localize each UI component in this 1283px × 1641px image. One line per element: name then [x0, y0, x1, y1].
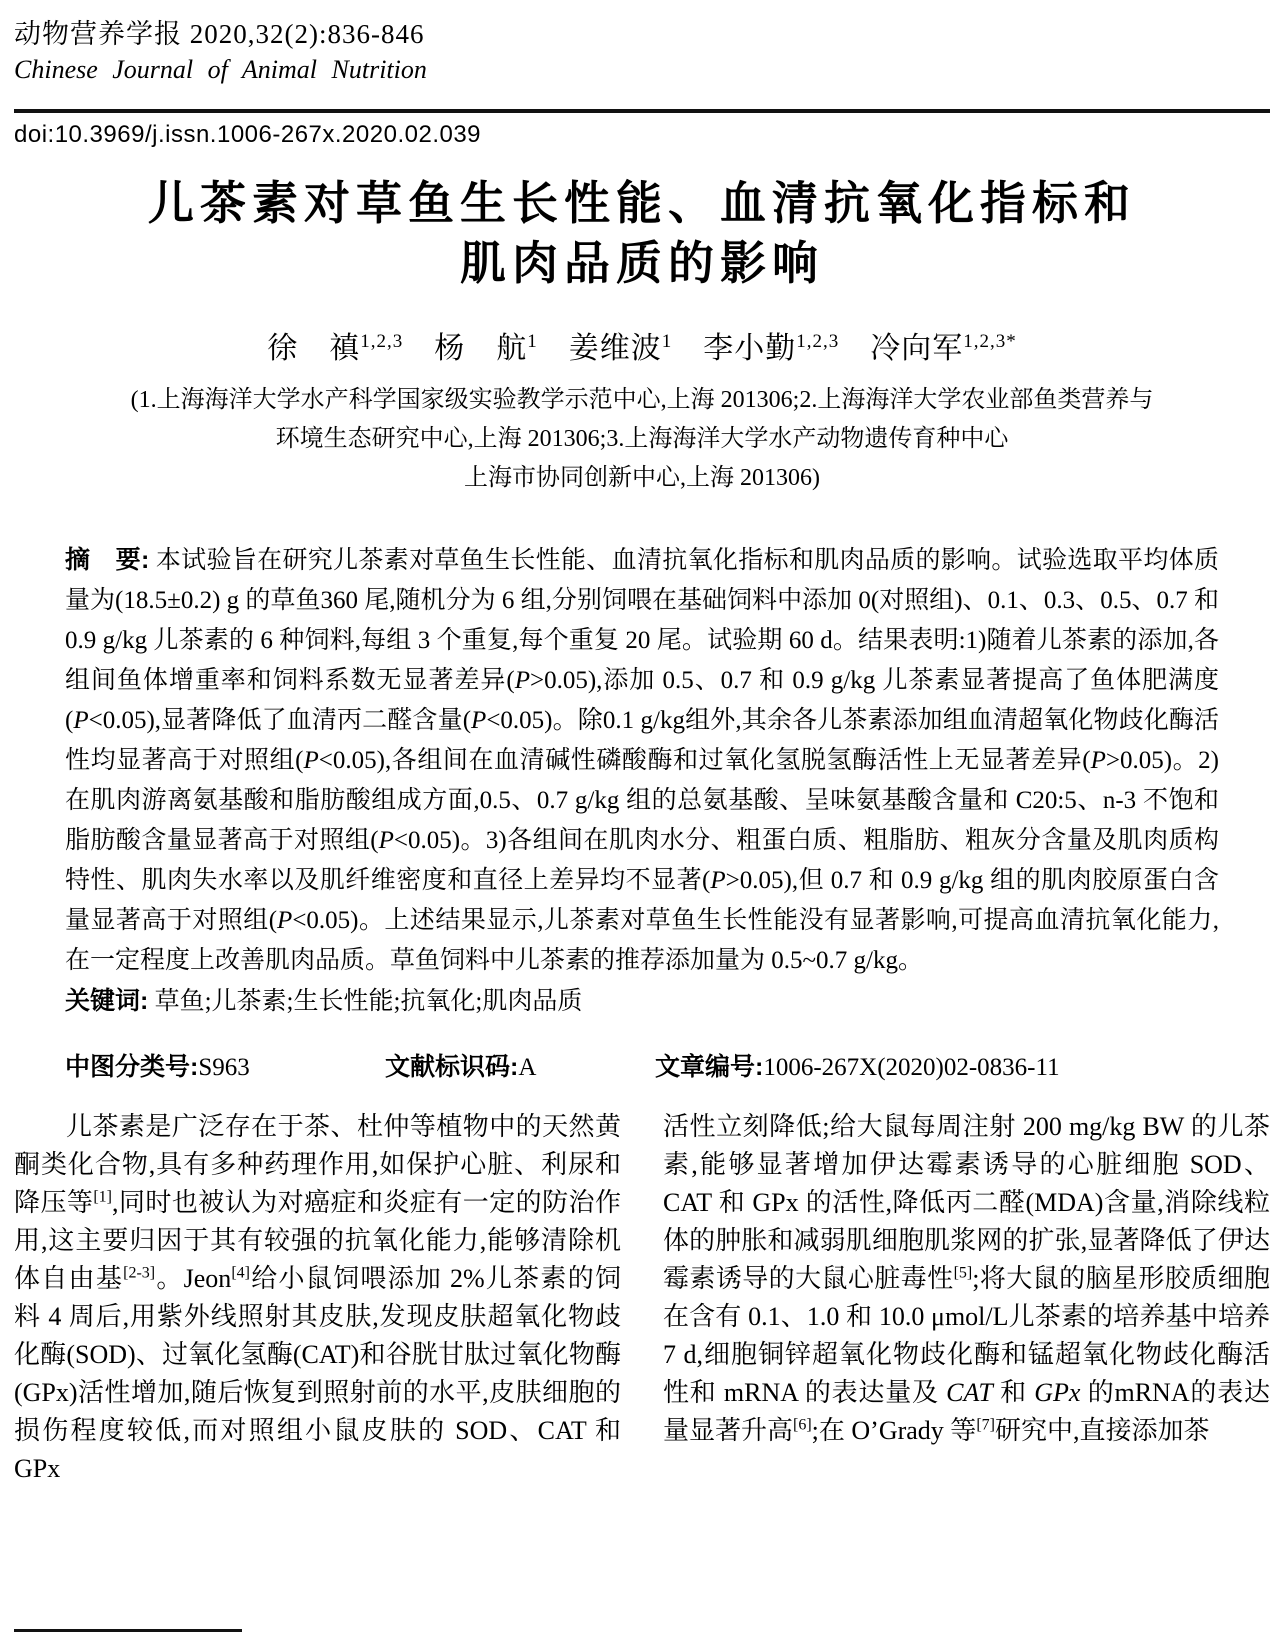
abstract-paragraph [65, 540, 1219, 981]
body-columns [14, 1108, 1270, 1488]
doc-code-label: 文献标识码: [385, 1053, 519, 1081]
clc-item [65, 1047, 385, 1088]
article-id-value: 1006-267X(2020)02-0836-11 [763, 1054, 1060, 1081]
affiliation-line-3: 上海市协同创新中心,上海 201306) [464, 465, 820, 491]
abstract-label: 摘 要: [65, 546, 150, 574]
doc-code-item [385, 1047, 655, 1088]
meta-row [65, 1047, 1219, 1088]
article-title-line2: 肌肉品质的影响 [460, 237, 824, 289]
doc-code-value: A [518, 1054, 537, 1081]
affiliations [14, 381, 1270, 498]
left-column-paragraph: 儿茶素是广泛存在于茶、杜仲等植物中的天然黄酮类化合物,具有多种药理作用,如保护心脏、利尿和降压等[1],同时也被认为对癌症和炎症有一定的防治作用,这主要归因于其有较强的抗氧化能力,能够清除机体自由基[2-3]。Jeon[4]给小鼠饲喂添加 2%儿茶素的饲料 4 周后,用紫外线照射其皮肤,发现皮肤超氧化物歧化酶(SOD)、过氧化氢酶(CAT)和谷胱甘肽过氧化物酶(GPx)活性增加,随后恢复到照射前的水平,皮肤细胞的损伤程度较低,而对照组小鼠皮肤的 SOD、CAT 和 GPx [14, 1112, 621, 1483]
article-title [14, 173, 1270, 293]
right-column [642, 1108, 1270, 1488]
right-column-paragraph: 活性立刻降低;给大鼠每周注射 200 mg/kg BW 的儿茶素,能够显著增加伊达霉素诱导的心脏细胞 SOD、CAT 和 GPx 的活性,降低丙二醛(MDA)含量,消除线粒体的肿胀和减弱肌细胞肌浆网的扩张,显著降低了伊达霉素诱导的大鼠心脏毒性[5];将大鼠的脑星形胶质细胞在含有 0.1、1.0 和 10.0 μmol/L儿茶素的培养基中培养 7 d,细胞铜锌超氧化物歧化酶和锰超氧化物歧化酶活性和 mRNA 的表达量及 CAT 和 GPx 的mRNA的表达量显著升高[6];在 O’Grady 等[7]研究中,直接添加茶 [663, 1112, 1270, 1445]
doi-line: doi:10.3969/j.issn.1006-267x.2020.02.039 [14, 121, 482, 148]
affiliation-line-1: (1.上海海洋大学水产科学国家级实验教学示范中心,上海 201306;2.上海海洋大学农业部鱼类营养与 [130, 387, 1154, 413]
clc-value: S963 [198, 1054, 250, 1081]
abstract-text: 本试验旨在研究儿茶素对草鱼生长性能、血清抗氧化指标和肌肉品质的影响。试验选取平均体质量为(18.5±0.2) g 的草鱼360 尾,随机分为 6 组,分别饲喂在基础饲料中添加 0(对照组)、0.1、0.3、0.5、0.7 和 0.9 g/kg 儿茶素的 6 种饲料,每组 3 个重复,每个重复 20 尾。试验期 60 d。结果表明:1)随着儿茶素的添加,各组间鱼体增重率和饲料系数无显著差异(P>0.05),添加 0.5、0.7 和 0.9 g/kg 儿茶素显著提高了鱼体肥满度(P<0.05),显著降低了血清丙二醛含量(P<0.05)。除0.1 g/kg组外,其余各儿茶素添加组血清超氧化物歧化酶活性均显著高于对照组(P<0.05),各组间在血清碱性磷酸酶和过氧化氢脱氢酶活性上无显著差异(P>0.05)。2)在肌肉游离氨基酸和脂肪酸组成方面,0.5、0.7 g/kg 组的总氨基酸、呈味氨基酸含量和 C20:5、n-3 不饱和脂肪酸含量显著高于对照组(P<0.05)。3)各组间在肌肉水分、粗蛋白质、粗脂肪、粗灰分含量及肌肉质构特性、肌肉失水率以及肌纤维密度和直径上差异均不显著(P>0.05),但 0.7 和 0.9 g/kg 组的肌肉胶原蛋白含量显著高于对照组(P<0.05)。上述结果显示,儿茶素对草鱼生长性能没有显著影响,可提高血清抗氧化能力,在一定程度上改善肌肉品质。草鱼饲料中儿茶素的推荐添加量为 0.5~0.7 g/kg。 [65, 547, 1220, 974]
article-title-line1: 儿茶素对草鱼生长性能、血清抗氧化指标和 [148, 177, 1136, 229]
keywords-text: 草鱼;儿茶素;生长性能;抗氧化;肌肉品质 [148, 988, 583, 1015]
affiliation-line-2: 环境生态研究中心,上海 201306;3.上海海洋大学水产动物遗传育种中心 [275, 426, 1009, 452]
footnote-divider-rule [14, 1629, 242, 1632]
authors-line: 徐 禛$^{1,2,3}$ 杨 航$^1$ 姜维波$^1$ 李小勤$^{1,2,3}$ 冷向军$^{1,2,3*}$ [267, 331, 1017, 365]
journal-name-cn: 动物营养学报 2020,32(2):836-846 [14, 19, 425, 49]
journal-name-en: Chinese Journal of Animal Nutrition [14, 55, 427, 84]
keywords-label: 关键词: [65, 987, 149, 1015]
left-column [14, 1108, 642, 1488]
abstract-section [65, 540, 1219, 1088]
journal-header [14, 12, 1270, 85]
header-divider-rule [14, 109, 1270, 113]
clc-label: 中图分类号: [65, 1053, 199, 1081]
keywords-line [65, 981, 1219, 1022]
article-id-item [655, 1047, 1060, 1088]
article-id-label: 文章编号: [655, 1053, 764, 1081]
